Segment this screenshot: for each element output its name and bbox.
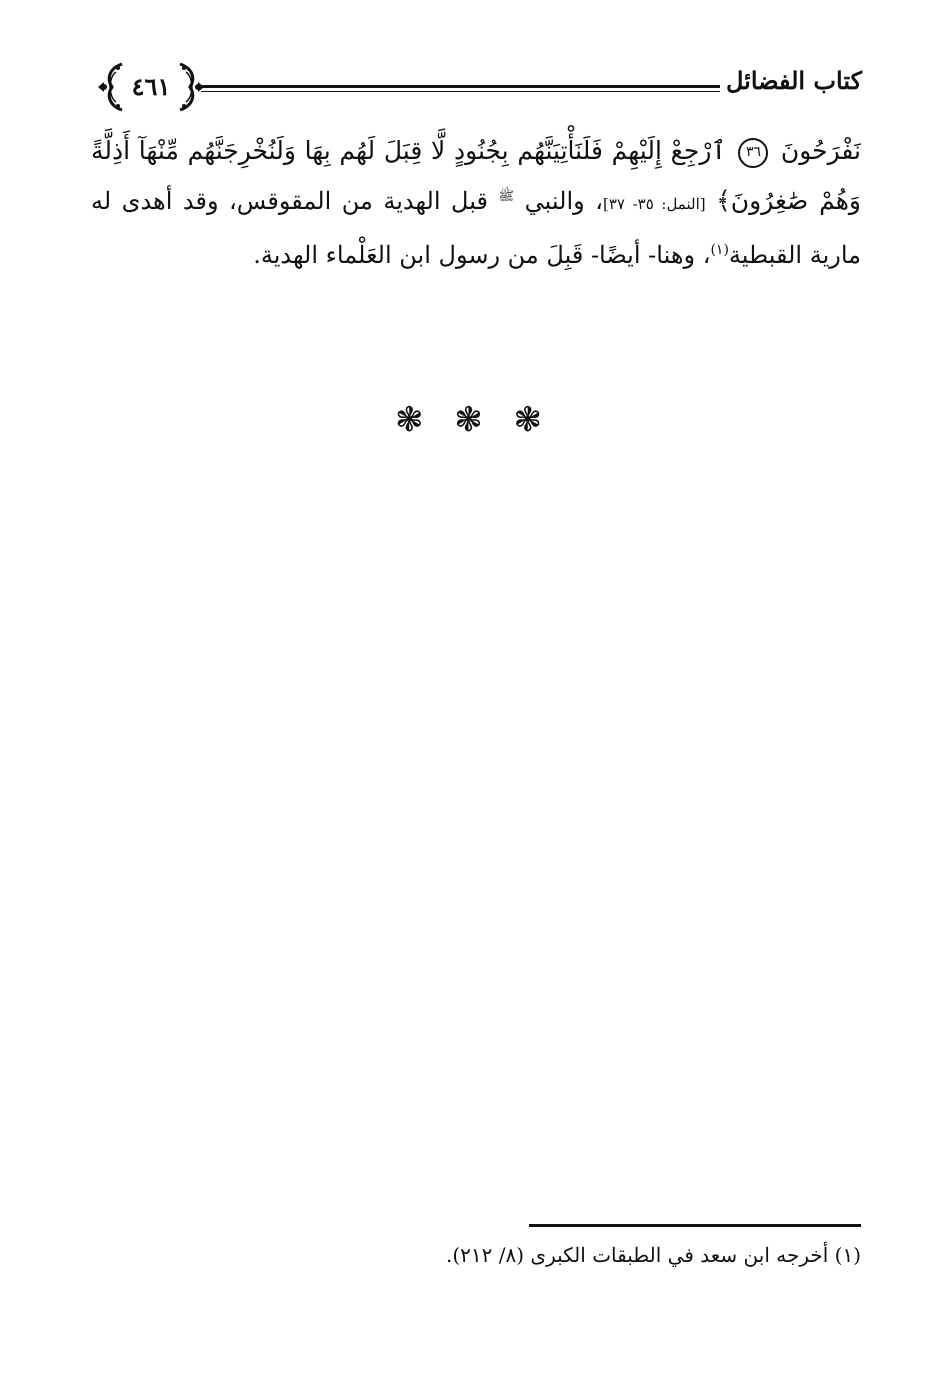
book-title: كتاب الفضائل (725, 66, 862, 95)
paragraph (91, 128, 861, 278)
page-number: ٤٦١ (131, 72, 171, 101)
section-separator-icon: ❃ ❃ ❃ (394, 400, 553, 440)
text-segment: قبل الهدية من المقوقس، وقد أهدى له مارية القبطية (91, 187, 861, 269)
text-segment: ، وهنا- أيضًا- قَبِلَ من رسول ابن العَلْماء الهدية. (253, 241, 711, 269)
quran-verse: ٱرْجِعْ إِلَيْهِمْ فَلَنَأْتِيَنَّهُم بِجُنُودٍ لَّا قِبَلَ لَهُم بِهَا وَلَنُخْرِجَنَّهُم مِّنْهَآ أَذِلَّةً وَهُمْ صَٰغِرُونَ﴾ (91, 136, 861, 215)
page-header (96, 58, 862, 120)
page-number-badge (96, 58, 206, 116)
quran-verse-lead: نَفْرَحُونَ (780, 136, 861, 165)
header-rule-thin (201, 91, 720, 92)
main-text (91, 128, 861, 278)
verse-reference: [النمل: ٣٥- ٣٧] (602, 195, 706, 213)
header-rule-thick (201, 85, 720, 88)
footnote-reference[interactable]: (١) (710, 242, 729, 258)
footnote: (١) أخرجه ابن سعد في الطبقات الكبرى (٨/ ٢١٢). (445, 1243, 861, 1267)
salawat-icon: ﷺ (498, 189, 515, 204)
text-segment: ، والنبي (524, 187, 603, 215)
header-rule (201, 85, 720, 93)
ayah-number-marker: ٣٦ (738, 138, 768, 168)
footnote-rule (529, 1224, 861, 1227)
